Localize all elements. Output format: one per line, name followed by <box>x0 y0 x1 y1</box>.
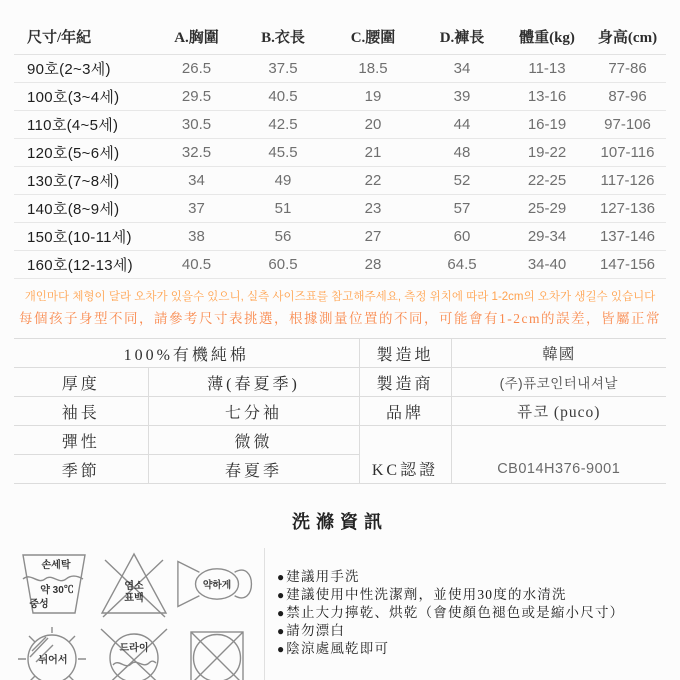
info-row-thickness <box>14 368 666 397</box>
material-value: 100%有機純棉 <box>14 339 359 368</box>
pants-value: 44 <box>419 111 505 139</box>
waist-value: 18.5 <box>327 55 419 83</box>
length-value: 56 <box>239 223 327 251</box>
care-instruction-text: 建議用手洗 <box>286 569 360 584</box>
size-row-140 <box>14 195 666 223</box>
season-label: 季節 <box>14 455 148 484</box>
svg-text:표백: 표백 <box>124 593 144 604</box>
height-value: 87-96 <box>589 83 666 111</box>
weight-value: 25-29 <box>505 195 589 223</box>
size-label: 110호(4~5세) <box>14 111 154 139</box>
hand-wash-30-icon <box>12 548 92 620</box>
brand-value: 퓨코 (puco) <box>451 397 666 426</box>
svg-text:손세탁: 손세탁 <box>41 560 71 571</box>
care-instruction <box>277 622 674 640</box>
header-waist: C.腰圍 <box>327 14 419 55</box>
svg-text:염소: 염소 <box>124 581 144 592</box>
bullet-icon: ● <box>277 624 285 638</box>
care-instruction <box>277 586 674 604</box>
care-instruction <box>277 604 674 622</box>
info-row-season <box>14 455 666 484</box>
no-tumble-dry-icon <box>184 627 250 680</box>
bullet-icon: ● <box>277 642 285 656</box>
height-value: 127-136 <box>589 195 666 223</box>
weight-value: 29-34 <box>505 223 589 251</box>
height-value: 77-86 <box>589 55 666 83</box>
brand-label: 品牌 <box>359 397 451 426</box>
bullet-icon: ● <box>277 588 285 602</box>
sleeve-value: 七分袖 <box>148 397 359 426</box>
care-instructions-list <box>264 548 674 680</box>
svg-text:약하게: 약하게 <box>202 579 232 591</box>
weight-value: 22-25 <box>505 167 589 195</box>
size-row-120 <box>14 139 666 167</box>
chest-value: 30.5 <box>154 111 239 139</box>
thickness-value: 薄(春夏季) <box>148 368 359 397</box>
kc-cert-value: CB014H376-9001 <box>451 455 666 484</box>
elasticity-value: 微微 <box>148 426 359 455</box>
header-height: 身高(cm) <box>589 14 666 55</box>
height-value: 147-156 <box>589 251 666 279</box>
height-value: 97-106 <box>589 111 666 139</box>
chest-value: 32.5 <box>154 139 239 167</box>
height-value: 137-146 <box>589 223 666 251</box>
size-chart-table <box>14 14 666 279</box>
care-icons-grid <box>10 548 260 680</box>
elasticity-label: 彈性 <box>14 426 148 455</box>
pants-value: 57 <box>419 195 505 223</box>
thickness-label: 厚度 <box>14 368 148 397</box>
origin-label: 製造地 <box>359 339 451 368</box>
size-chart-header-row <box>14 14 666 55</box>
size-label: 140호(8~9세) <box>14 195 154 223</box>
care-instruction-text: 陰涼處風乾即可 <box>286 641 390 656</box>
length-value: 42.5 <box>239 111 327 139</box>
waist-value: 28 <box>327 251 419 279</box>
waist-value: 23 <box>327 195 419 223</box>
weight-value: 11-13 <box>505 55 589 83</box>
waist-value: 22 <box>327 167 419 195</box>
info-row-sleeve <box>14 397 666 426</box>
size-label: 160호(12-13세) <box>14 251 154 279</box>
info-row-elasticity <box>14 426 666 455</box>
svg-text:중성: 중성 <box>29 599 49 610</box>
weight-value: 13-16 <box>505 83 589 111</box>
size-label: 90호(2~3세) <box>14 55 154 83</box>
pants-value: 48 <box>419 139 505 167</box>
waist-value: 20 <box>327 111 419 139</box>
size-row-100 <box>14 83 666 111</box>
care-instruction-text: 禁止大力擰乾、烘乾（會使顏色褪色或是縮小尺寸） <box>286 605 625 620</box>
size-row-90 <box>14 55 666 83</box>
care-instruction-text: 請勿漂白 <box>286 623 346 638</box>
height-value: 117-126 <box>589 167 666 195</box>
size-label: 150호(10-11세) <box>14 223 154 251</box>
length-value: 51 <box>239 195 327 223</box>
info-row-material <box>14 339 666 368</box>
kc-cert-label: KC認證 <box>359 455 451 484</box>
size-label: 120호(5~6세) <box>14 139 154 167</box>
weight-value: 34-40 <box>505 251 589 279</box>
pants-value: 64.5 <box>419 251 505 279</box>
washing-info-section <box>10 548 674 680</box>
bullet-icon: ● <box>277 606 285 620</box>
pants-value: 60 <box>419 223 505 251</box>
pants-value: 34 <box>419 55 505 83</box>
chest-value: 29.5 <box>154 83 239 111</box>
size-label: 130호(7~8세) <box>14 167 154 195</box>
tolerance-notice-chinese: 每個孩子身型不同，請參考尺寸表挑選，根據測量位置的不同，可能會有1-2cm的誤差，皆屬正常 <box>19 311 661 326</box>
waist-value: 21 <box>327 139 419 167</box>
dry-flat-shade-icon <box>12 625 92 680</box>
no-dry-clean-icon <box>96 624 172 680</box>
size-row-130 <box>14 167 666 195</box>
manufacturer-label: 製造商 <box>359 368 451 397</box>
size-row-150 <box>14 223 666 251</box>
sleeve-label: 袖長 <box>14 397 148 426</box>
weight-value: 19-22 <box>505 139 589 167</box>
length-value: 37.5 <box>239 55 327 83</box>
origin-value: 韓國 <box>451 339 666 368</box>
length-value: 60.5 <box>239 251 327 279</box>
header-weight: 體重(kg) <box>505 14 589 55</box>
manufacturer-value: (주)퓨코인터내셔날 <box>451 368 666 397</box>
empty-cell <box>451 426 666 455</box>
chest-value: 38 <box>154 223 239 251</box>
header-garment-length: B.衣長 <box>239 14 327 55</box>
empty-cell <box>359 426 451 455</box>
header-chest: A.胸圍 <box>154 14 239 55</box>
waist-value: 27 <box>327 223 419 251</box>
header-pants-length: D.褲長 <box>419 14 505 55</box>
length-value: 40.5 <box>239 83 327 111</box>
no-bleach-icon <box>98 548 170 620</box>
weight-value: 16-19 <box>505 111 589 139</box>
size-row-110 <box>14 111 666 139</box>
bullet-icon: ● <box>277 570 285 584</box>
svg-text:뉘어서: 뉘어서 <box>38 655 68 666</box>
product-info-table <box>14 338 666 484</box>
height-value: 107-116 <box>589 139 666 167</box>
chest-value: 26.5 <box>154 55 239 83</box>
header-size-age: 尺寸/年紀 <box>14 14 154 55</box>
length-value: 45.5 <box>239 139 327 167</box>
tolerance-notice-korean: 개인마다 체형이 달라 오차가 있을수 있으니, 실측 사이즈표를 참고해주세요, 측정 위치에 따라 1-2cm의 오차가 생길수 있습니다 <box>24 291 656 303</box>
care-instruction <box>277 568 674 586</box>
length-value: 49 <box>239 167 327 195</box>
season-value: 春夏季 <box>148 455 359 484</box>
care-instruction <box>277 640 674 658</box>
svg-text:드라이: 드라이 <box>119 643 149 654</box>
svg-text:약 30℃: 약 30℃ <box>40 585 74 596</box>
wring-gently-icon <box>174 557 260 611</box>
pants-value: 39 <box>419 83 505 111</box>
waist-value: 19 <box>327 83 419 111</box>
chest-value: 34 <box>154 167 239 195</box>
chest-value: 40.5 <box>154 251 239 279</box>
care-instruction-text: 建議使用中性洗潔劑，並使用30度的水清洗 <box>286 587 567 602</box>
size-label: 100호(3~4세) <box>14 83 154 111</box>
pants-value: 52 <box>419 167 505 195</box>
washing-info-title: 洗滌資訊 <box>292 512 388 532</box>
chest-value: 37 <box>154 195 239 223</box>
size-row-160 <box>14 251 666 279</box>
